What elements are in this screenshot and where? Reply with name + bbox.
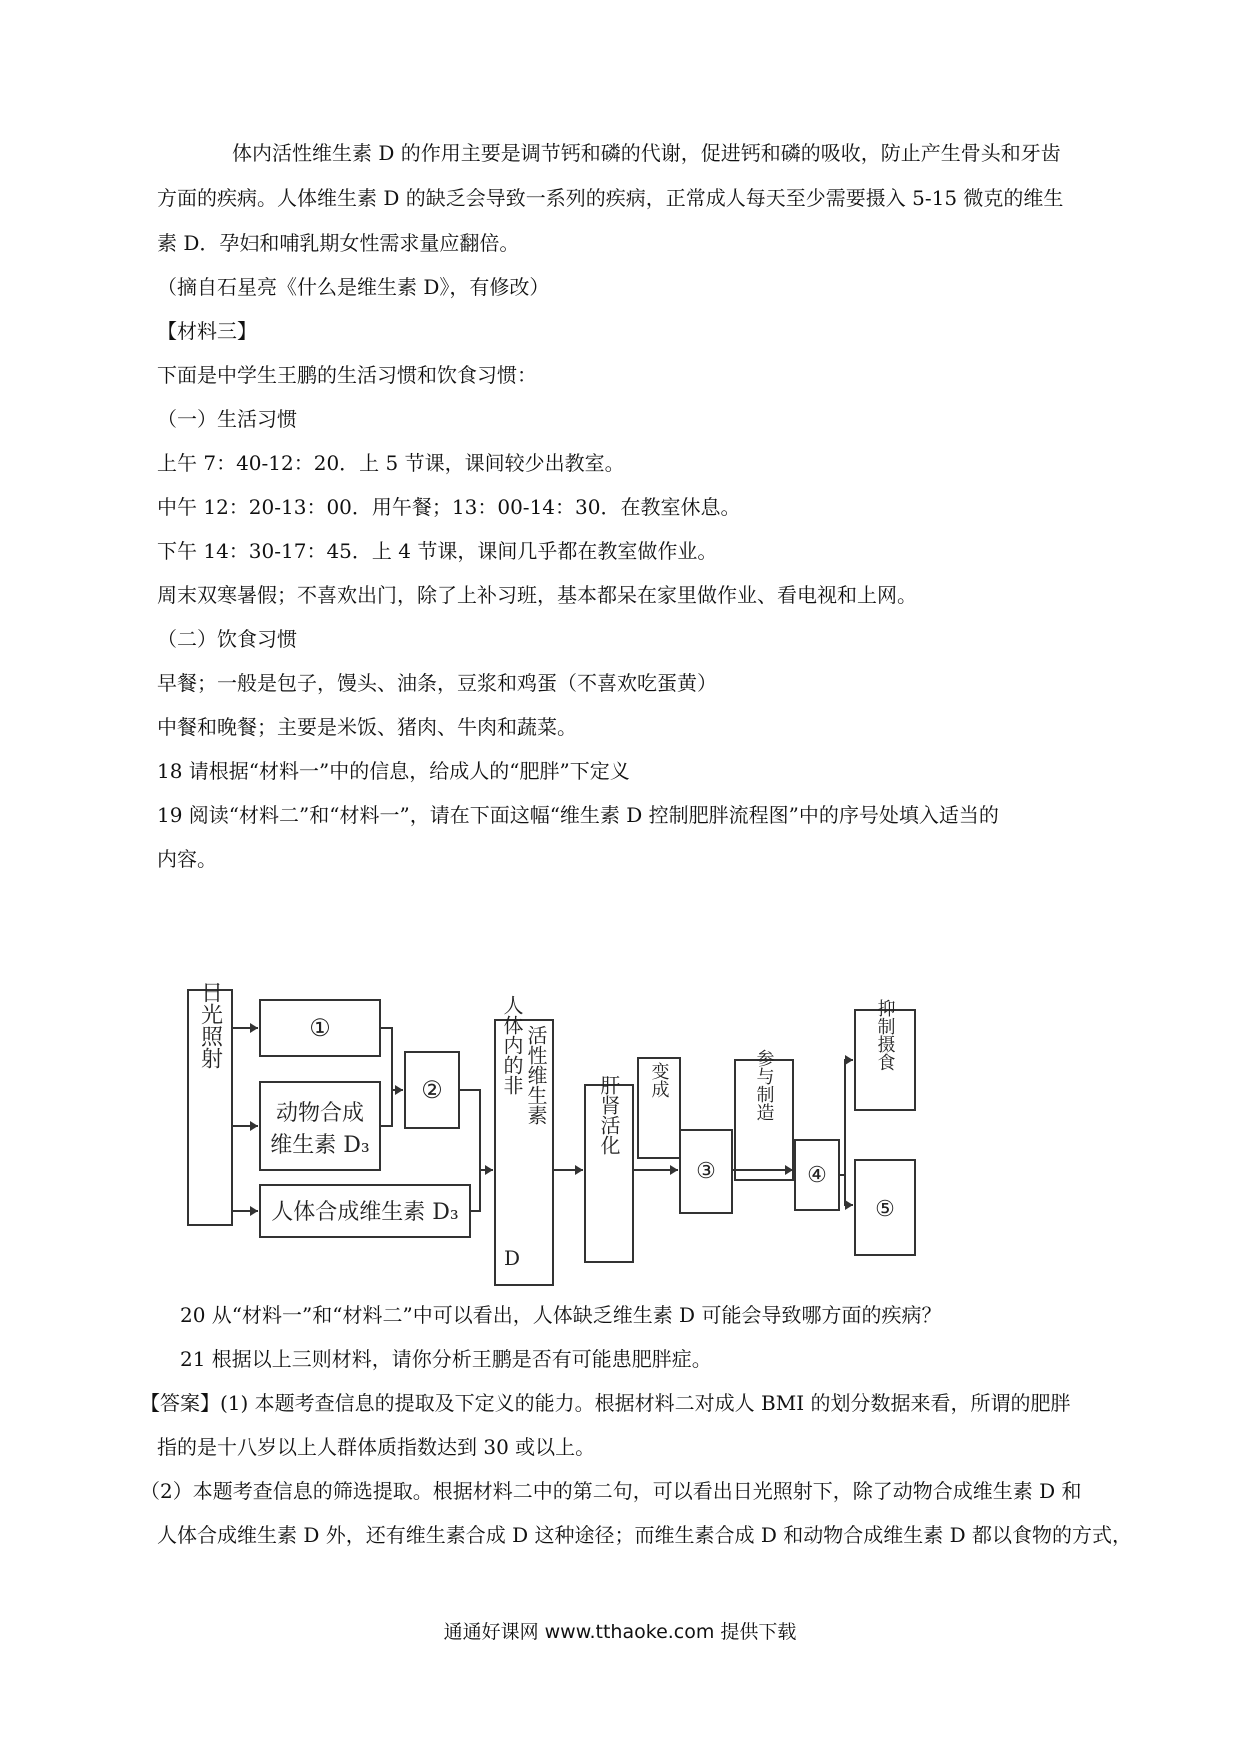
diet-line: 早餐；一般是包子，馒头、油条，豆浆和鸡蛋（不喜欢吃蛋黄） [157, 671, 717, 695]
source-citation: （摘自石星亮《什么是维生素 D》，有修改） [157, 275, 550, 299]
blank-1-label: ① [309, 1014, 331, 1042]
vitamin-d-flowchart [180, 980, 1040, 1290]
answer-2: （2）本题考查信息的筛选提取。根据材料二中的第二句，可以看出日光照射下，除了动物合成维生素 D 和 [140, 1479, 1082, 1503]
subsection-heading: （二）饮食习惯 [157, 627, 297, 651]
blank-2-label: ② [421, 1076, 443, 1104]
question-20: 20 从“材料一”和“材料二”中可以看出，人体缺乏维生素 D 可能会导致哪方面的疾病？ [180, 1303, 942, 1327]
answer-1: 【答案】(1) 本题考查信息的提取及下定义的能力。根据材料二对成人 BMI 的划分数据来看，所谓的肥胖 [140, 1391, 1071, 1415]
sunlight-label: 日光照射 [197, 981, 223, 1069]
question-21: 21 根据以上三则材料，请你分析王鹏是否有可能患肥胖症。 [180, 1347, 712, 1371]
inactive-label-col3: D [503, 1246, 521, 1270]
inactive-label-col1: 人体内的非 [500, 995, 524, 1095]
diet-line: 中餐和晚餐；主要是米饭、猪肉、牛肉和蔬菜。 [157, 715, 577, 739]
liver-label: 肝肾活化 [597, 1075, 621, 1155]
blank-3-label: ③ [696, 1159, 716, 1184]
answer-2-cont: 人体合成维生素 D 外，还有维生素合成 D 这种途径；而维生素合成 D 和动物合成维生素 D 都以食物的方式， [157, 1523, 1132, 1547]
page-footer: 通通好课网 www.tthaoke.com 提供下载 [443, 1621, 797, 1643]
human-label: 人体合成维生素 D₃ [271, 1200, 459, 1225]
blank-5-label: ⑤ [875, 1197, 895, 1222]
schedule-line: 中午 12：20-13：00．用午餐；13：00-14：30．在教室休息。 [157, 495, 741, 519]
paragraph-line: 素 D．孕妇和哺乳期女性需求量应翻倍。 [157, 231, 520, 255]
animal-label-1: 动物合成 [275, 1101, 365, 1126]
schedule-line: 下午 14：30-17：45．上 4 节课，课间几乎都在教室做作业。 [157, 539, 718, 563]
paragraph-line: 体内活性维生素 D 的作用主要是调节钙和磷的代谢，促进钙和磷的吸收，防止产生骨头和牙齿 [232, 141, 1061, 165]
schedule-line: 周末双寒暑假；不喜欢出门，除了上补习班，基本都呆在家里做作业、看电视和上网。 [157, 583, 917, 607]
become-label: 变成 [648, 1062, 670, 1098]
question-19: 19 阅读“材料二”和“材料一”，请在下面这幅“维生素 D 控制肥胖流程图”中的序号处填入适当的 [157, 803, 999, 827]
paragraph-line: 方面的疾病。人体维生素 D 的缺乏会导致一系列的疾病，正常成人每天至少需要摄入 5-15 微克的维生 [157, 186, 1064, 210]
section-heading: 【材料三】 [157, 319, 257, 343]
question-19-cont: 内容。 [157, 847, 217, 871]
blank-4-label: ④ [807, 1163, 827, 1188]
suppress-label: 抑制摄食 [874, 999, 896, 1071]
answer-1-cont: 指的是十八岁以上人群体质指数达到 30 或以上。 [157, 1435, 596, 1459]
subsection-heading: （一）生活习惯 [157, 407, 297, 431]
animal-label-2: 维生素 D₃ [270, 1133, 370, 1158]
participate-label: 参与制造 [753, 1049, 775, 1121]
question-18: 18 请根据“材料一”中的信息，给成人的“肥胖”下定义 [157, 759, 630, 783]
inactive-label-col2: 活性维生素 [524, 1025, 548, 1125]
paragraph-line: 下面是中学生王鹏的生活习惯和饮食习惯： [157, 363, 537, 387]
schedule-line: 上午 7：40-12：20．上 5 节课，课间较少出教室。 [157, 451, 625, 475]
flowchart-svg [180, 980, 1040, 1290]
